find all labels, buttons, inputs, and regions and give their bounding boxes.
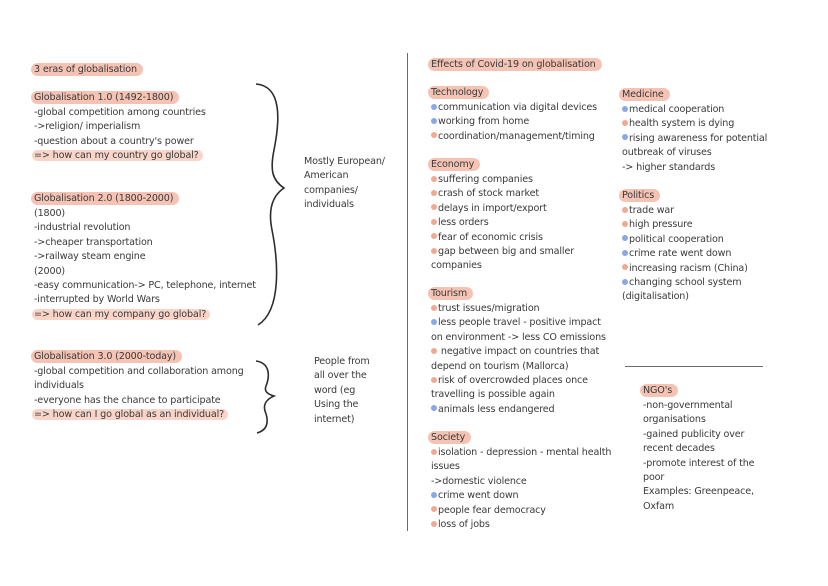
era2-block	[34, 192, 256, 322]
list-item-text: medical cooperation	[629, 104, 725, 115]
medicine-section	[622, 88, 767, 175]
list-item-text: companies	[431, 260, 482, 272]
list-item-text: increasing racism (China)	[629, 262, 748, 274]
text-line: Using the	[314, 399, 359, 411]
list-item	[431, 259, 574, 273]
list-item-text: people fear democracy	[438, 504, 546, 516]
minus-marker-icon	[431, 204, 437, 210]
list-item-text: on environment -> less CO emissions	[431, 331, 606, 343]
list-item-text: risk of overcrowded places once	[438, 375, 588, 387]
minus-marker-icon	[622, 264, 628, 270]
era2-question: => how can my company go global?	[32, 309, 210, 320]
text-line: word (eg	[314, 384, 356, 396]
minus-marker-icon	[431, 305, 437, 311]
list-item	[622, 146, 767, 160]
list-item	[622, 218, 748, 232]
economy-title: Economy	[428, 158, 480, 171]
list-item	[431, 403, 606, 417]
list-item	[431, 460, 611, 474]
society-title: Society	[428, 431, 471, 444]
plus-marker-icon	[431, 104, 437, 110]
plus-marker-icon	[622, 106, 628, 112]
text-line: People from	[314, 356, 370, 367]
minus-marker-icon	[622, 207, 628, 213]
note-people	[314, 355, 370, 427]
tourism-section	[431, 287, 606, 417]
ngo-section	[643, 384, 754, 514]
list-item-text: crime went down	[438, 490, 519, 502]
text-line: ->railway steam engine	[34, 251, 146, 263]
era1-question: => how can my country go global?	[32, 150, 203, 161]
minus-marker-icon	[431, 190, 437, 196]
politics-title: Politics	[619, 189, 660, 202]
list-item	[431, 115, 597, 129]
list-item-text: trade war	[629, 205, 674, 216]
tourism-items	[431, 302, 606, 417]
minus-marker-icon	[431, 132, 437, 138]
list-item	[431, 245, 574, 259]
list-item	[431, 360, 606, 374]
list-item-text: health system is dying	[629, 118, 735, 130]
list-item	[431, 101, 597, 115]
text-line: -industrial revolution	[34, 222, 131, 234]
minus-marker-icon	[431, 521, 437, 527]
minus-marker-icon	[431, 219, 437, 225]
list-item-text: issues	[431, 461, 460, 473]
list-item	[431, 475, 611, 489]
list-item	[622, 247, 748, 261]
list-item-text: less people travel - positive impact	[438, 317, 601, 329]
text-line: -easy communication-> PC, telephone, internet	[34, 280, 256, 292]
list-item-text: working from home	[438, 116, 530, 128]
list-item	[622, 161, 767, 175]
medicine-items	[622, 103, 767, 175]
plus-marker-icon	[431, 118, 437, 124]
list-item	[622, 276, 748, 290]
ngo-lines	[643, 399, 754, 514]
effects-heading: Effects of Covid-19 on globalisation	[431, 58, 602, 73]
plus-marker-icon	[431, 492, 437, 498]
text-line: American	[304, 170, 349, 182]
text-line: Examples: Greenpeace,	[643, 486, 754, 498]
text-line: Mostly European/	[304, 156, 385, 167]
text-line: poor	[643, 472, 665, 484]
era2-title: Globalisation 2.0 (1800-2000)	[31, 192, 179, 205]
plus-marker-icon	[431, 319, 437, 325]
list-item	[431, 302, 606, 316]
society-section	[431, 431, 611, 532]
era1-block	[34, 91, 206, 164]
note-european	[304, 155, 385, 213]
text-line: (1800)	[34, 208, 66, 219]
list-item-text: trust issues/migration	[438, 303, 540, 314]
list-item-text: animals less endangered	[438, 403, 555, 415]
era3-question: => how can I go global as an individual?	[32, 409, 228, 420]
plus-marker-icon	[622, 279, 628, 285]
plus-marker-icon	[431, 405, 437, 411]
list-item	[431, 518, 611, 532]
list-item-text: gap between big and smaller	[438, 246, 574, 258]
text-line: companies/	[304, 184, 358, 196]
brace-small	[252, 358, 282, 436]
list-item-text: crime rate went down	[629, 248, 732, 260]
list-item-text: communication via digital devices	[438, 102, 597, 113]
era1-title: Globalisation 1.0 (1492-1800)	[31, 91, 179, 104]
politics-section	[622, 189, 748, 305]
text-line: individuals	[304, 199, 354, 211]
minus-marker-icon	[622, 120, 628, 126]
list-item-text: loss of jobs	[438, 519, 490, 531]
text-line: ->cheaper transportation	[34, 236, 153, 248]
politics-items	[622, 204, 748, 305]
list-item	[622, 117, 767, 131]
minus-marker-icon	[431, 449, 437, 455]
list-item	[431, 316, 606, 330]
list-item-text: suffering companies	[438, 174, 533, 185]
tourism-title: Tourism	[428, 287, 473, 300]
list-item-text: changing school system	[629, 277, 742, 289]
list-item-text: -> higher standards	[622, 161, 716, 173]
ngo-title: NGO's	[640, 384, 678, 397]
brace-large	[252, 80, 292, 330]
column-divider	[407, 53, 408, 531]
minus-marker-icon	[431, 506, 437, 512]
list-item-text: ->domestic violence	[431, 475, 527, 487]
text-line: -non-governmental	[643, 400, 733, 411]
eras-heading: 3 eras of globalisation	[34, 63, 143, 78]
text-line: internet)	[314, 413, 355, 425]
list-item-text: political cooperation	[629, 233, 724, 245]
list-item-text: less orders	[438, 217, 489, 229]
list-item	[622, 204, 748, 218]
list-item	[622, 262, 748, 276]
text-line: organisations	[643, 414, 706, 426]
list-item	[431, 345, 606, 359]
minus-marker-icon	[622, 221, 628, 227]
text-line: recent decades	[643, 443, 715, 455]
list-item	[431, 446, 611, 460]
era1-lines	[34, 106, 206, 149]
list-item-text: coordination/management/timing	[438, 130, 595, 142]
text-line: -promote interest of the	[643, 457, 755, 469]
text-line: (2000)	[34, 265, 66, 277]
text-line: -gained publicity over	[643, 428, 745, 440]
plus-marker-icon	[622, 250, 628, 256]
text-line: -everyone has the chance to participate	[34, 394, 221, 406]
list-item	[622, 103, 767, 117]
plus-marker-icon	[622, 235, 628, 241]
list-item-text: negative impact on countries that	[438, 346, 600, 358]
text-line: ->religion/ imperialism	[34, 121, 141, 133]
list-item-text: delays in import/export	[438, 202, 547, 214]
list-item-text: rising awareness for potential	[629, 132, 768, 144]
text-line: -global competition among countries	[34, 107, 206, 118]
era3-title: Globalisation 3.0 (2000-today)	[31, 350, 182, 363]
minus-marker-icon	[431, 248, 437, 254]
society-items	[431, 446, 611, 532]
plus-marker-icon	[622, 134, 628, 140]
text-line: individuals	[34, 380, 84, 392]
list-item	[622, 290, 748, 304]
list-item	[431, 231, 574, 245]
list-item-text: (digitalisation)	[622, 291, 689, 303]
list-item-text: high pressure	[629, 219, 693, 231]
list-item	[431, 504, 611, 518]
list-item-text: fear of economic crisis	[438, 231, 543, 243]
era3-lines	[34, 365, 244, 408]
list-item	[622, 132, 767, 146]
text-line: Oxfam	[643, 500, 675, 512]
list-item-text: outbreak of viruses	[622, 147, 712, 159]
minus-marker-icon	[431, 377, 437, 383]
list-item-text: travelling is possible again	[431, 389, 555, 401]
era3-block	[34, 350, 244, 423]
minus-marker-icon	[431, 348, 437, 354]
technology-items	[431, 101, 597, 144]
text-line: -interrupted by World Wars	[34, 294, 160, 306]
list-item	[431, 489, 611, 503]
ngo-top-rule	[625, 366, 763, 367]
era2-lines	[34, 207, 256, 308]
list-item	[622, 233, 748, 247]
text-line: -question about a country's power	[34, 135, 194, 147]
minus-marker-icon	[431, 233, 437, 239]
list-item	[431, 374, 606, 388]
economy-items	[431, 173, 574, 274]
list-item	[431, 331, 606, 345]
list-item-text: depend on tourism (Mallorca)	[431, 360, 569, 372]
list-item	[431, 130, 597, 144]
technology-section	[431, 86, 597, 144]
list-item-text: crash of stock market	[438, 188, 539, 200]
list-item	[431, 216, 574, 230]
list-item	[431, 202, 574, 216]
text-line: all over the	[314, 370, 367, 382]
list-item	[431, 388, 606, 402]
economy-section	[431, 158, 574, 274]
list-item	[431, 187, 574, 201]
list-item-text: isolation - depression - mental health	[438, 447, 612, 458]
technology-title: Technology	[428, 86, 489, 99]
text-line: -global competition and collaboration among	[34, 366, 244, 377]
minus-marker-icon	[431, 176, 437, 182]
medicine-title: Medicine	[619, 88, 670, 101]
list-item	[431, 173, 574, 187]
